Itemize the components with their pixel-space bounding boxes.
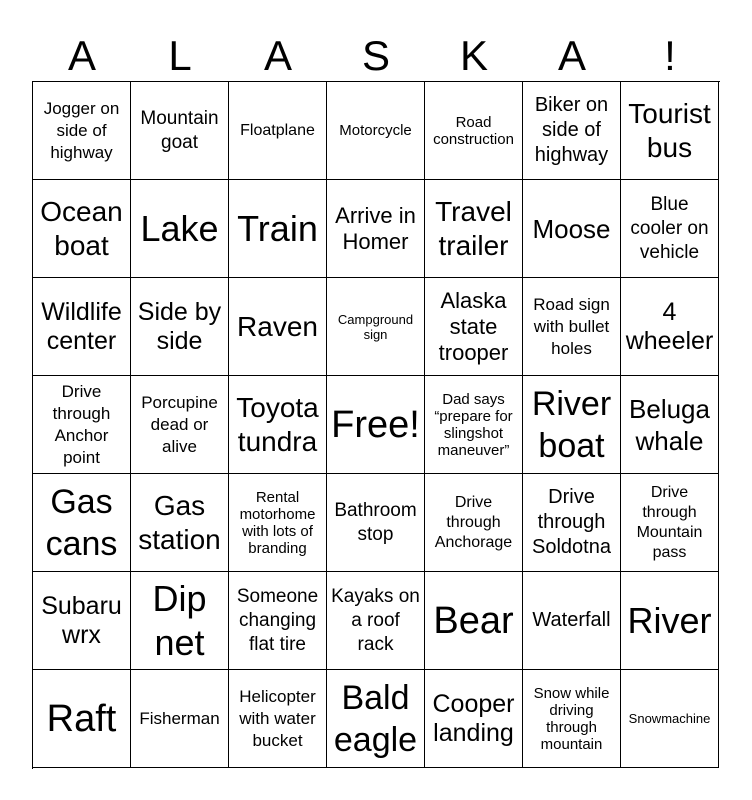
cell-label: Alaska state trooper [438,287,509,365]
cell-label: Free! [331,403,420,446]
bingo-cell[interactable] [425,670,523,768]
bingo-cell[interactable] [131,82,229,180]
header-letter: K [459,32,488,79]
cell-label: Road construction [433,113,514,148]
bingo-cell[interactable] [327,82,425,180]
cell-label: Bathroom stop [334,499,417,545]
bingo-cell[interactable] [327,670,425,768]
bingo-cell[interactable] [425,180,523,278]
cell-label: Tourist bus [628,97,711,163]
cell-label: Jogger on side of highway [43,98,120,162]
cell-label: Train [237,207,318,249]
cell-label: River [627,599,712,641]
cell-label: River boat [531,384,612,465]
cell-label: 4 wheeler [625,297,714,355]
cell-label: Snowmachine [628,711,711,726]
bingo-cell[interactable] [229,376,327,474]
cell-label: Gas cans [45,482,118,563]
header-letter: A [67,32,96,79]
cell-label: Drive through Soldotna [532,486,611,558]
cell-label: Drive through Anchorage [434,493,513,551]
cell-label: Porcupine dead or alive [141,392,218,456]
bingo-cell[interactable] [33,82,131,180]
bingo-header [33,30,719,82]
header-letter: A [557,32,586,79]
cell-label: Snow while driving through mountain [533,684,610,753]
cell-label: Bear [433,599,514,642]
cell-label: Rental motorhome with lots of branding [239,488,316,557]
bingo-cell[interactable] [327,278,425,376]
bingo-cell[interactable] [131,474,229,572]
bingo-cell[interactable] [621,376,719,474]
cell-label: Road sign with bullet holes [533,294,610,358]
cell-label: Dad says “prepare for slingshot maneuver” [434,390,513,459]
bingo-cell[interactable] [327,180,425,278]
bingo-cell[interactable] [327,376,425,474]
bingo-cell[interactable] [425,572,523,670]
bingo-cell[interactable] [33,278,131,376]
cell-label: Motorcycle [339,122,412,139]
bingo-cell[interactable] [425,278,523,376]
bingo-cell[interactable] [523,474,621,572]
cell-label: Ocean boat [40,195,123,261]
bingo-cell[interactable] [523,376,621,474]
bingo-cell[interactable] [621,180,719,278]
cell-label: Drive through Mountain pass [636,483,703,561]
bingo-cell[interactable] [523,572,621,670]
cell-label: Blue cooler on vehicle [630,193,709,263]
cell-label: Raven [237,310,318,342]
cell-label: Kayaks on a roof rack [331,585,420,655]
bingo-cell[interactable] [425,82,523,180]
cell-label: Fisherman [139,708,220,728]
bingo-cell[interactable] [523,82,621,180]
bingo-cell[interactable] [621,572,719,670]
bingo-cell[interactable] [523,180,621,278]
cell-label: Beluga whale [629,393,710,456]
bingo-cell[interactable] [131,572,229,670]
bingo-cell[interactable] [327,572,425,670]
cell-label: Subaru wrx [41,591,122,649]
bingo-cell[interactable] [229,670,327,768]
bingo-cell[interactable] [33,180,131,278]
cell-label: Someone changing flat tire [236,585,319,655]
bingo-cell[interactable] [131,376,229,474]
cell-label: Moose [532,213,611,244]
cell-label: Bald eagle [333,678,418,759]
bingo-cell[interactable] [621,474,719,572]
header-letter: S [361,32,390,79]
bingo-cell[interactable] [327,474,425,572]
cell-label: Gas station [138,489,221,555]
bingo-cell[interactable] [621,670,719,768]
bingo-cell[interactable] [131,180,229,278]
cell-label: Helicopter with water bucket [239,686,316,750]
cell-label: Campground sign [337,311,414,342]
cell-label: Drive through Anchor point [52,381,111,467]
cell-label: Biker on side of highway [534,94,609,166]
cell-label: Waterfall [532,609,611,631]
bingo-cell[interactable] [33,670,131,768]
cell-label: Mountain goat [140,107,219,153]
bingo-cell[interactable] [229,474,327,572]
cell-label: Travel trailer [435,195,512,261]
header-letter: ! [664,32,676,79]
cell-label: Lake [140,207,219,249]
bingo-cell[interactable] [425,474,523,572]
bingo-cell[interactable] [523,670,621,768]
cell-label: Arrive in Homer [335,202,416,254]
bingo-cell[interactable] [131,670,229,768]
bingo-cell[interactable] [131,278,229,376]
cell-label: Side by side [137,297,222,355]
bingo-grid [32,81,720,769]
bingo-cell[interactable] [425,376,523,474]
bingo-cell[interactable] [523,278,621,376]
bingo-cell[interactable] [229,82,327,180]
bingo-cell[interactable] [621,278,719,376]
cell-label: Cooper landing [432,689,515,747]
bingo-cell[interactable] [229,180,327,278]
cell-label: Floatplane [240,121,315,139]
bingo-cell[interactable] [621,82,719,180]
cell-label: Toyota tundra [236,391,319,457]
header-letter: A [263,32,292,79]
bingo-cell[interactable] [33,376,131,474]
bingo-cell[interactable] [33,474,131,572]
bingo-cell[interactable] [229,572,327,670]
cell-label: Wildlife center [41,297,122,355]
cell-label: Dip net [152,577,207,663]
header-letter: L [168,32,192,79]
cell-label: Raft [46,697,117,740]
bingo-cell[interactable] [33,572,131,670]
bingo-cell[interactable] [229,278,327,376]
